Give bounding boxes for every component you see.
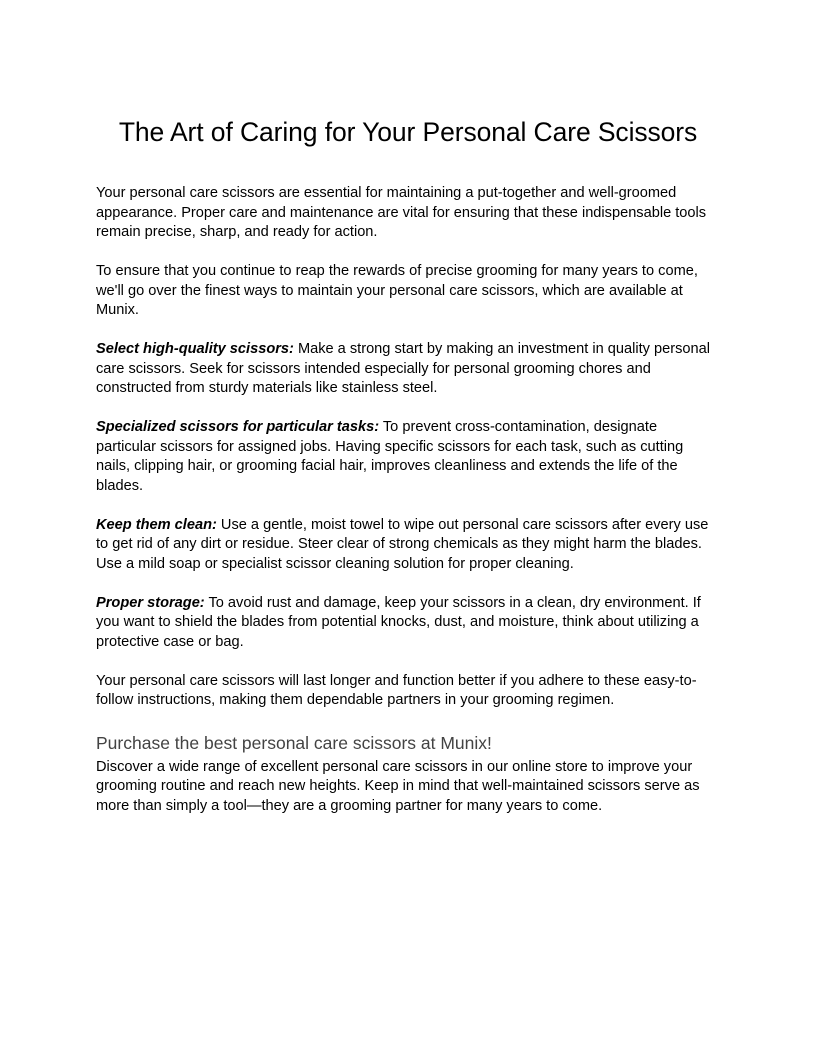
tip-paragraph: [96, 340, 720, 399]
closing-paragraph: Discover a wide range of excellent personal care scissors in our online store to improve your grooming routine and reach new heights. Keep in mind that well-maintained scissors serve as more than simply a tool—they are a grooming partner for many years to come.: [96, 758, 700, 814]
conclusion-paragraph: Your personal care scissors will last longer and function better if you adhere to these easy-to-follow instructions, making them dependable partners in your grooming regimen.: [96, 672, 697, 708]
tip-lead: Select high-quality scissors:: [96, 341, 294, 357]
tip-text: To prevent cross-contamination, designate particular scissors for assigned jobs. Having specific scissors for each task, such as cutting nails, clipping hair, or grooming facial hair, improves cleanliness and extends the life of the blades.: [96, 419, 684, 494]
tip-lead: Proper storage:: [96, 594, 205, 611]
tip-text: To avoid rust and damage, keep your scissors in a clean, dry environment. If you want to shield the blades from potential knocks, dust, and moisture, think about utilizing a protective case or bag.: [96, 594, 701, 650]
document-body: [96, 184, 720, 836]
tip-paragraph: [96, 594, 720, 653]
tip-text: Use a gentle, moist towel to wipe out personal care scissors after every use to get rid of any dirt or residue. Steer clear of strong chemicals as they might harm the blades. Use a mild soap or specialist scissor cleaning solution for proper cleaning.: [96, 516, 709, 572]
tip-text: Make a strong start by making an investment in quality personal care scissors. Seek for scissors intended especially for personal grooming chores and constructed from sturdy materials like stainless steel.: [96, 341, 711, 396]
tip-lead: Keep them clean:: [96, 516, 217, 533]
page-title: The Art of Caring for Your Personal Care Scissors: [118, 117, 698, 147]
intro-paragraph: Your personal care scissors are essential for maintaining a put-together and well-groomed appearance. Proper care and maintenance are vital for ensuring that these indispensable tools remain precise, sharp, and ready for action.: [96, 185, 707, 240]
tip-lead: Specialized scissors for particular tasks:: [96, 419, 380, 435]
tip-paragraph: [96, 516, 720, 575]
intro-paragraph: To ensure that you continue to reap the rewards of precise grooming for many years to come, we'll go over the finest ways to maintain your personal care scissors, which are available at Munix.: [96, 263, 698, 318]
section-heading: Purchase the best personal care scissors at Munix!: [96, 732, 492, 753]
tip-paragraph: [96, 418, 720, 496]
